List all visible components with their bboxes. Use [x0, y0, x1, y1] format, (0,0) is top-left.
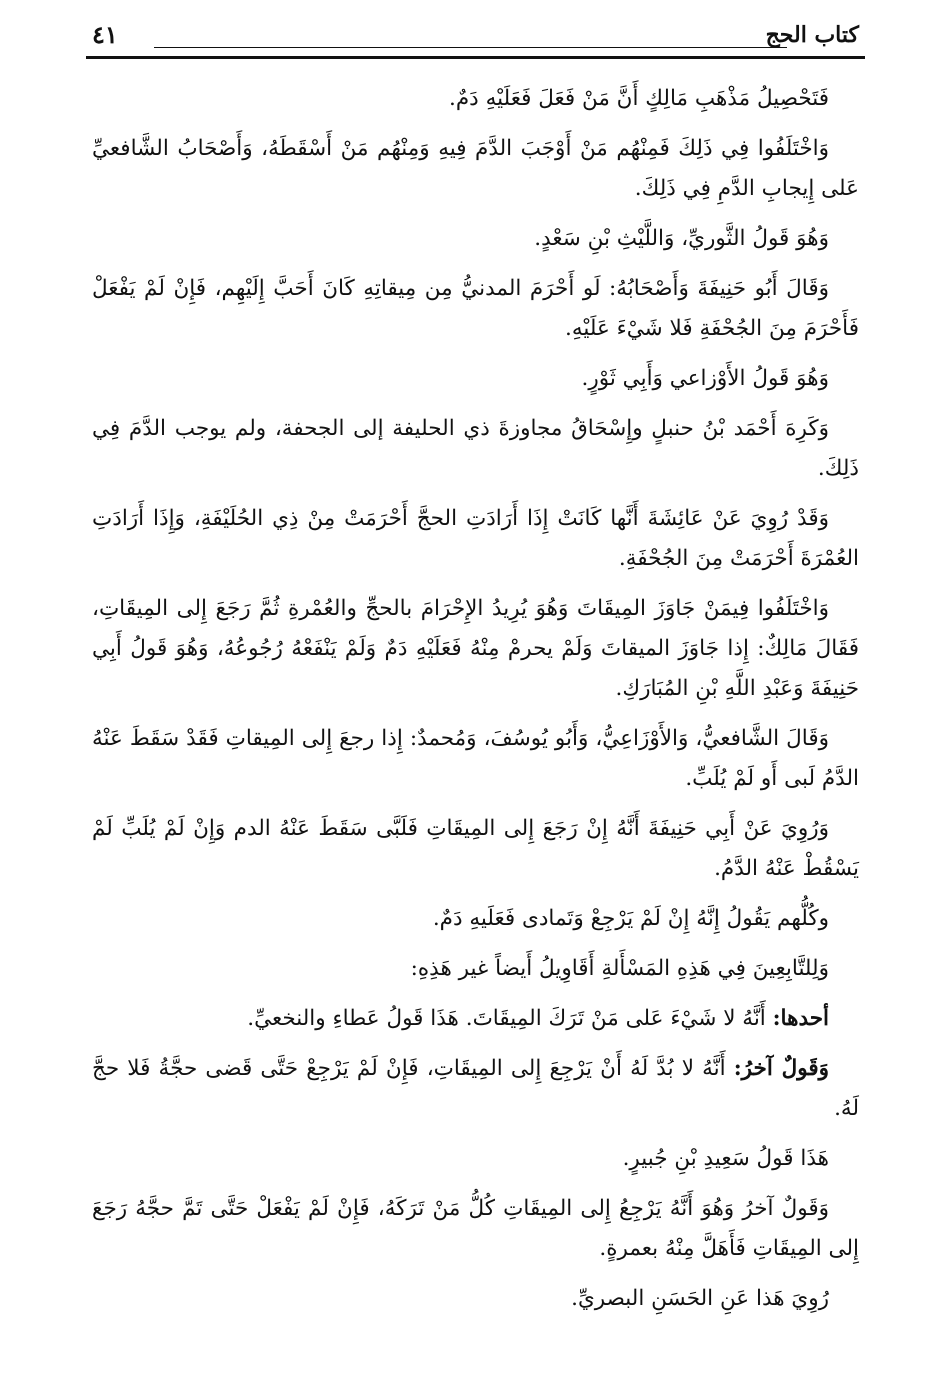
header-rule — [154, 47, 787, 48]
paragraph — [92, 129, 859, 209]
paragraph-text: وَهُوَ قَولُ الأَوْزاعي وَأَبِي ثَوْرٍ. — [581, 366, 829, 391]
paragraph — [92, 269, 859, 349]
paragraph-text: هَذَا قَولُ سَعِيدِ بْنِ جُبيرٍ. — [622, 1146, 829, 1171]
paragraph — [92, 499, 859, 579]
paragraph-text: وكُلُّهم يَقُولُ إِنَّهُ إِنْ لَمْ يَرْجِعْ وَتَمادى فَعَلَيهِ دَمٌ. — [432, 906, 829, 931]
paragraph — [92, 1279, 859, 1319]
paragraph-text: وَرُوِيَ عَنْ أَبِي حَنِيفَةَ أَنَّهُ إِنْ رَجَعَ إِلى المِيقَاتِ فَلَبَّى سَقَطَ عَنْهُ الدم وَإِنْ لَمْ يُلَبِّ لَمْ يَسْقُطْ عَنْهُ الدَّمُ. — [92, 816, 859, 881]
paragraph — [92, 79, 859, 119]
paragraph — [92, 809, 859, 889]
paragraph-text: وَقَالَ الشَّافعيُّ، وَالأَوْزَاعِيُّ، وَأَبُو يُوسُفَ، وَمُحمدٌ: إِذا رجعَ إِلى المِيقاتِ فَقَدْ سَقَطَ عَنْهُ الدَّمُ لَبى أَو لَمْ يُلَبِّ. — [92, 726, 859, 791]
paragraph-text: فَتَحْصِيلُ مَذْهَبِ مَالِكٍ أَنَّ مَنْ فَعَلَ فَعَلَيْهِ دَمٌ. — [449, 86, 829, 111]
page-number: ٤١ — [92, 20, 118, 49]
paragraph-lead: وَقَولٌ آخرُ: — [733, 1056, 829, 1081]
paragraph-text: وَلِلتَّابِعِينَ فِي هَذِهِ المَسْأَلةِ أَقَاوِيلُ أَيضاً غير هَذِهِ: — [410, 956, 829, 981]
paragraph — [92, 949, 859, 989]
paragraph — [92, 589, 859, 709]
paragraph — [92, 219, 859, 259]
header-divider — [86, 56, 865, 59]
paragraph — [92, 1049, 859, 1129]
paragraph — [92, 719, 859, 799]
paragraph-text: أَنَّهُ لا شَيْءَ عَلى مَنْ تَرَكَ المِيقَاتَ. هَذَا قَولُ عَطاءِ والنخعيِّ. — [247, 1006, 773, 1031]
paragraph — [92, 409, 859, 489]
paragraph-text: أَنَّهُ لا بُدَّ لَهُ أَنْ يَرْجِعَ إِلى المِيقَاتِ، فَإِنْ لَمْ يَرْجِعْ حَتَّى قَضى حجَّةُ فَلا حجَّ لَهُ. — [92, 1056, 859, 1121]
paragraph-lead: أحدها: — [772, 1006, 829, 1031]
paragraph-text: وَقَولٌ آخرُ وَهُوَ أَنَّهُ يَرْجِعُ إِلى المِيقَاتِ كُلُّ مَنْ تَرَكَهُ، فَإِنْ لَمْ يَفْعَلْ حَتَّى تَمَّ حجَّهُ رَجَعَ إِلى المِيقَاتِ فَأَهَلَّ مِنْهُ بعمرةٍ. — [92, 1196, 859, 1261]
paragraph-text: وَكَرِهَ أَحْمَد بْنُ حنبلٍ وإِسْحَاقُ مجاوزةَ ذي الحليفة إلى الجحفة، ولم يوجب الدَّمَ فِي ذَلِكَ. — [92, 416, 859, 481]
paragraph — [92, 999, 859, 1039]
paragraph — [92, 1139, 859, 1179]
paragraph — [92, 359, 859, 399]
book-title: كتاب الحج — [765, 22, 859, 48]
paragraph-text: وَاخْتَلَفُوا فِيمَنْ جَاوَزَ المِيقَاتَ وَهُوَ يُرِيدُ الإِحْرَامَ بالحجِّ والعُمْرةِ ثُمَّ رَجَعَ إِلى المِيقَاتِ، فَقَالَ مَالِكٌ: إِذا جَاوَزَ الميقاتَ وَلَمْ يحرمْ مِنْهُ فَعَلَيْهِ دَمٌ وَلَمْ يَنْفَعْهُ رُجُوعُهُ، وَهُوَ قَولُ أَبِي حَنِيفَةَ وَعَبْدِ اللَّهِ بْنِ المُبَارَكِ. — [92, 596, 859, 701]
paragraph-text: رُوِيَ هَذا عَنِ الحَسَنِ البصريِّ. — [571, 1286, 829, 1311]
paragraph-text: وَقَدْ رُوِيَ عَنْ عَائِشَةَ أَنَّها كَانَتْ إِذَا أَرَادَتِ الحجَّ أَحْرَمَتْ مِنْ ذِي الحُلَيْفَةِ، وَإِذَا أَرَادَتِ العُمْرَةَ أَحْرَمَتْ مِنَ الجُحْفَةِ. — [92, 506, 859, 571]
paragraph-text: وَاخْتَلَفُوا فِي ذَلِكَ فَمِنْهُم مَنْ أَوْجَبَ الدَّمَ فِيهِ وَمِنْهُم مَنْ أَسْقَطَهُ، وَأَصْحَابُ الشَّافعيِّ عَلى إِيجابِ الدَّمِ فِي ذَلِكَ. — [92, 136, 859, 201]
paragraph — [92, 1189, 859, 1269]
running-header — [92, 14, 859, 54]
page-body — [92, 79, 859, 1319]
paragraph — [92, 899, 859, 939]
paragraph-text: وَقَالَ أَبُو حَنِيفَةَ وَأَصْحَابُهُ: لَو أَحْرَمَ المدنيُّ مِن مِيقاتِهِ كَانَ أَحَبَّ إِلَيْهِم، فَإِنْ لَمْ يَفْعَلْ فَأَحْرَمَ مِنَ الجُحْفَةِ فَلا شَيْءَ عَلَيْهِ. — [92, 276, 859, 341]
paragraph-text: وَهُوَ قَولُ الثَّوريِّ، وَاللَّيْثِ بْنِ سَعْدٍ. — [534, 226, 829, 251]
